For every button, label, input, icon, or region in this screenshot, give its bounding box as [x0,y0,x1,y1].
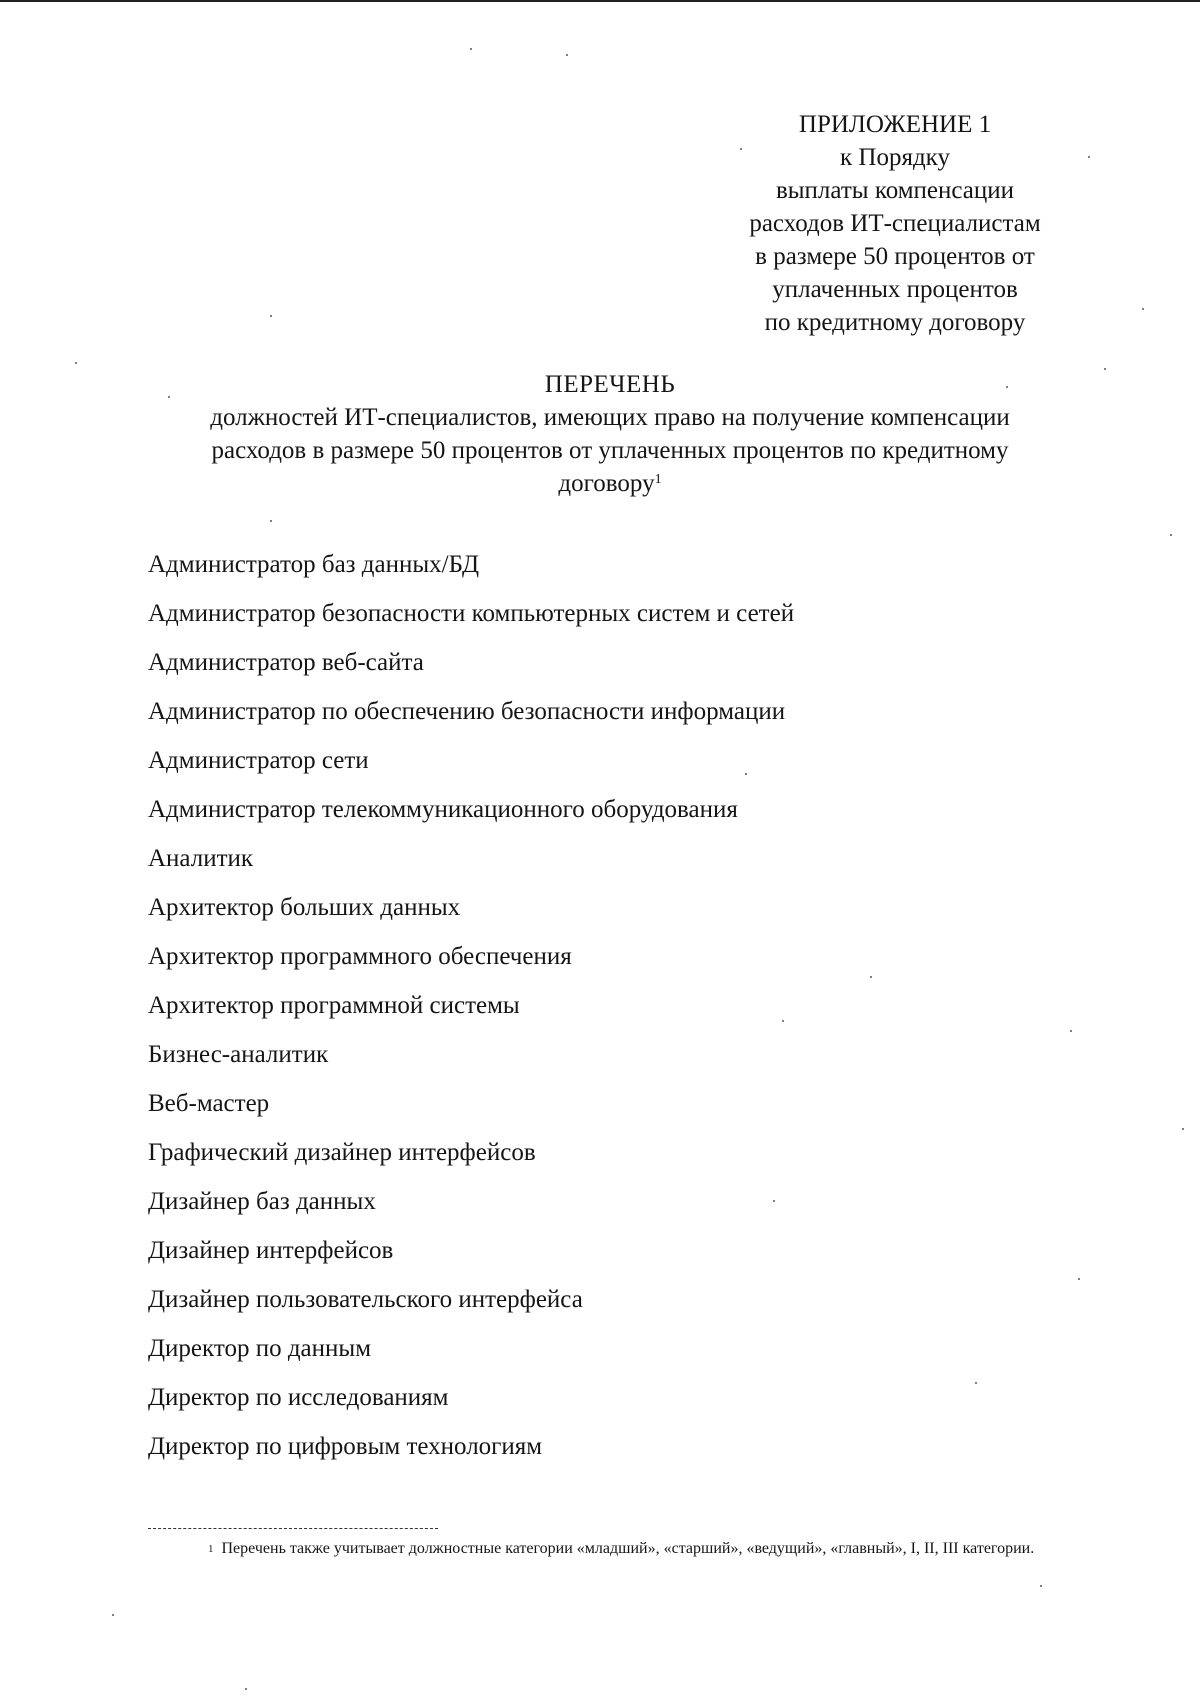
heading-subtitle-line: расходов в размере 50 процентов от уплаченных процентов по кредитному [211,437,1009,464]
scan-speck [1088,156,1090,158]
positions-list [148,550,1098,1481]
scan-speck [1182,1128,1184,1130]
list-item: Архитектор больших данных [148,894,461,921]
scan-speck [782,1020,784,1022]
scan-speck [1070,1030,1072,1032]
scan-speck [1006,386,1008,388]
attachment-line: в размере 50 процентов от [755,243,1035,270]
scan-speck [270,315,272,317]
scan-speck [112,1614,114,1616]
attachment-line: к Порядку [840,144,950,171]
list-item: Администратор веб-сайта [148,649,424,676]
list-item: Дизайнер пользовательского интерфейса [148,1286,583,1313]
scan-speck [870,976,872,978]
list-item: Веб-мастер [148,1090,270,1117]
footnote [148,1536,1068,1562]
scan-speck [1170,534,1172,536]
attachment-line: расходов ИТ-специалистам [749,210,1041,237]
list-item: Аналитик [148,845,254,872]
list-item: Графический дизайнер интерфейсов [148,1139,536,1166]
top-border-line [0,0,1200,2]
list-item: Дизайнер интерфейсов [148,1237,394,1264]
heading-subtitle-line: должностей ИТ-специалистов, имеющих право на получение компенсации [210,404,1010,431]
list-item: Администратор телекоммуникационного оборудования [148,796,738,823]
scan-speck [1078,1278,1080,1280]
heading-title: ПЕРЕЧЕНЬ [544,371,676,398]
heading-subtitle-text: договору [558,470,655,497]
scan-speck [745,773,747,775]
heading-subtitle-line [110,467,1110,500]
list-item: Архитектор программного обеспечения [148,943,572,970]
attachment-line: по кредитному договору [764,309,1026,336]
scan-speck [75,362,77,364]
scan-speck [470,48,472,50]
footnote-text: Перечень также учитывает должностные категории «младший», «старший», «ведущий», «главный», I, II, III категории. [221,1540,1035,1557]
scan-speck [773,1200,775,1202]
list-item: Дизайнер баз данных [148,1188,376,1215]
scan-speck [245,1688,247,1690]
scan-speck [740,148,742,150]
attachment-title: ПРИЛОЖЕНИЕ 1 [798,111,992,138]
list-item: Бизнес-аналитик [148,1041,329,1068]
list-item: Администратор сети [148,747,369,774]
footnote-number: 1 [208,1543,214,1555]
footnote-separator [148,1528,438,1529]
attachment-line: уплаченных процентов [772,276,1018,303]
list-item: Архитектор программной системы [148,992,520,1019]
list-item: Директор по исследованиям [148,1384,449,1411]
attachment-line: выплаты компенсации [775,177,1015,204]
scan-speck [1142,308,1144,310]
list-item: Директор по данным [148,1335,372,1362]
list-item: Администратор баз данных/БД [148,551,480,578]
scan-speck [566,54,568,56]
scan-speck [1104,368,1106,370]
scan-speck [975,1382,977,1384]
list-item: Администратор по обеспечению безопасности информации [148,698,786,725]
scan-speck [1040,1585,1042,1587]
document-heading [110,368,1110,500]
list-item: Администратор безопасности компьютерных систем и сетей [148,600,795,627]
scan-speck [270,520,272,522]
attachment-header [690,108,1100,339]
footnote-reference: 1 [654,472,662,487]
scan-speck [168,396,170,398]
list-item: Директор по цифровым технологиям [148,1433,543,1460]
